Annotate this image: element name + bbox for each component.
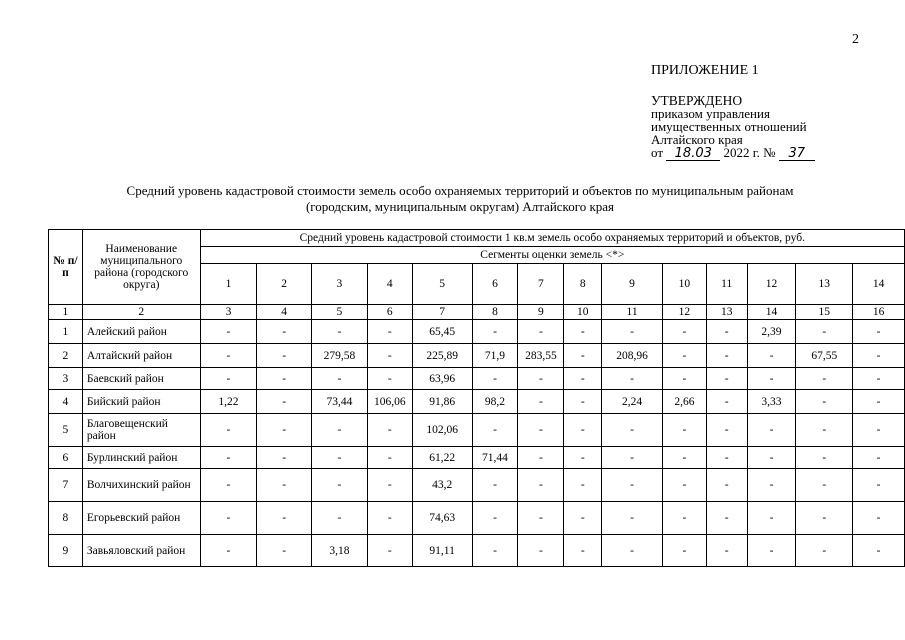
- approval-line-2: имущественных отношений: [651, 119, 807, 134]
- value-cell: -: [311, 447, 367, 469]
- value-cell: -: [564, 535, 602, 567]
- value-cell: -: [796, 469, 853, 502]
- value-cell: -: [311, 469, 367, 502]
- value-cell: 1,22: [200, 390, 257, 414]
- row-number: 1: [49, 320, 83, 344]
- segment-number: 8: [564, 264, 602, 305]
- value-cell: -: [257, 368, 312, 390]
- value-cell: -: [747, 368, 796, 390]
- value-cell: -: [257, 447, 312, 469]
- value-cell: -: [311, 320, 367, 344]
- value-cell: -: [853, 414, 905, 447]
- value-cell: -: [662, 502, 706, 535]
- table-row: [49, 469, 905, 502]
- column-number: 11: [602, 305, 663, 320]
- value-cell: -: [706, 469, 747, 502]
- column-number: 12: [662, 305, 706, 320]
- value-cell: -: [367, 320, 412, 344]
- table-row: [49, 344, 905, 368]
- value-cell: -: [602, 502, 663, 535]
- value-cell: -: [200, 320, 257, 344]
- municipality-name: Алтайский район: [82, 344, 200, 368]
- value-cell: -: [853, 502, 905, 535]
- value-cell: 91,11: [412, 535, 472, 567]
- column-number: 3: [200, 305, 257, 320]
- value-cell: -: [706, 320, 747, 344]
- municipality-name: Завьяловский район: [82, 535, 200, 567]
- value-cell: 91,86: [412, 390, 472, 414]
- header-group: Средний уровень кадастровой стоимости 1 кв.м земель особо охраняемых территорий и объектов, руб.: [200, 230, 904, 247]
- value-cell: 225,89: [412, 344, 472, 368]
- table-row: [49, 502, 905, 535]
- value-cell: -: [853, 368, 905, 390]
- value-cell: -: [257, 502, 312, 535]
- value-cell: -: [367, 469, 412, 502]
- value-cell: -: [747, 447, 796, 469]
- value-cell: -: [706, 368, 747, 390]
- column-number: 4: [257, 305, 312, 320]
- value-cell: -: [311, 414, 367, 447]
- value-cell: -: [796, 535, 853, 567]
- value-cell: -: [747, 469, 796, 502]
- header-number: № п/п: [49, 230, 83, 305]
- value-cell: -: [518, 368, 564, 390]
- table-row: [49, 447, 905, 469]
- value-cell: 98,2: [472, 390, 518, 414]
- municipality-name: Алейский район: [82, 320, 200, 344]
- value-cell: -: [853, 469, 905, 502]
- value-cell: -: [200, 447, 257, 469]
- value-cell: 71,44: [472, 447, 518, 469]
- value-cell: -: [518, 414, 564, 447]
- header-segments: Сегменты оценки земель <*>: [200, 247, 904, 264]
- row-number: 7: [49, 469, 83, 502]
- value-cell: -: [853, 447, 905, 469]
- value-cell: -: [518, 320, 564, 344]
- document-title: [40, 183, 880, 215]
- value-cell: -: [796, 368, 853, 390]
- value-cell: -: [602, 447, 663, 469]
- value-cell: -: [257, 390, 312, 414]
- column-number: 9: [518, 305, 564, 320]
- value-cell: -: [662, 469, 706, 502]
- segment-number: 10: [662, 264, 706, 305]
- value-cell: -: [518, 447, 564, 469]
- value-cell: -: [853, 535, 905, 567]
- municipality-name: Баевский район: [82, 368, 200, 390]
- value-cell: -: [257, 535, 312, 567]
- segment-number: 5: [412, 264, 472, 305]
- approval-line-3: Алтайского края: [651, 132, 743, 147]
- row-number: 9: [49, 535, 83, 567]
- value-cell: -: [796, 502, 853, 535]
- value-cell: -: [853, 344, 905, 368]
- value-cell: 208,96: [602, 344, 663, 368]
- segment-number: 13: [796, 264, 853, 305]
- approval-block: [651, 94, 815, 161]
- segment-number: 9: [602, 264, 663, 305]
- value-cell: -: [602, 320, 663, 344]
- value-cell: -: [747, 414, 796, 447]
- date-suffix: 2022 г. №: [723, 145, 776, 160]
- value-cell: 106,06: [367, 390, 412, 414]
- value-cell: -: [706, 535, 747, 567]
- value-cell: -: [518, 535, 564, 567]
- title-line-2: (городским, муниципальным округам) Алтайского края: [305, 199, 615, 214]
- segment-number: 11: [706, 264, 747, 305]
- value-cell: -: [200, 535, 257, 567]
- value-cell: 65,45: [412, 320, 472, 344]
- value-cell: -: [367, 447, 412, 469]
- table-row: [49, 320, 905, 344]
- value-cell: -: [747, 535, 796, 567]
- value-cell: -: [747, 344, 796, 368]
- value-cell: -: [311, 368, 367, 390]
- value-cell: -: [472, 320, 518, 344]
- value-cell: -: [200, 502, 257, 535]
- value-cell: -: [602, 469, 663, 502]
- appendix-label: ПРИЛОЖЕНИЕ 1: [651, 63, 759, 78]
- value-cell: -: [662, 344, 706, 368]
- municipality-name: Благовещенский район: [82, 414, 200, 447]
- value-cell: -: [662, 368, 706, 390]
- table-row: [49, 414, 905, 447]
- value-cell: -: [200, 414, 257, 447]
- municipality-name: Бийский район: [82, 390, 200, 414]
- value-cell: 71,9: [472, 344, 518, 368]
- value-cell: -: [472, 368, 518, 390]
- value-cell: 3,33: [747, 390, 796, 414]
- segment-number: 3: [311, 264, 367, 305]
- header-municipality: Наименование муниципального района (городского округа): [82, 230, 200, 305]
- value-cell: -: [564, 344, 602, 368]
- value-cell: -: [706, 390, 747, 414]
- value-cell: -: [853, 320, 905, 344]
- cadastral-value-table: [48, 229, 905, 567]
- row-number: 3: [49, 368, 83, 390]
- value-cell: -: [602, 368, 663, 390]
- value-cell: 102,06: [412, 414, 472, 447]
- handwritten-number: 37: [779, 147, 815, 161]
- value-cell: 74,63: [412, 502, 472, 535]
- value-cell: -: [796, 320, 853, 344]
- row-number: 4: [49, 390, 83, 414]
- value-cell: 3,18: [311, 535, 367, 567]
- column-number: 7: [412, 305, 472, 320]
- value-cell: -: [796, 390, 853, 414]
- segment-number: 6: [472, 264, 518, 305]
- row-number: 2: [49, 344, 83, 368]
- value-cell: -: [662, 447, 706, 469]
- municipality-name: Егорьевский район: [82, 502, 200, 535]
- table-row: [49, 390, 905, 414]
- value-cell: 2,66: [662, 390, 706, 414]
- row-number: 8: [49, 502, 83, 535]
- value-cell: -: [518, 469, 564, 502]
- value-cell: -: [311, 502, 367, 535]
- column-number: 15: [796, 305, 853, 320]
- value-cell: -: [200, 344, 257, 368]
- value-cell: -: [518, 502, 564, 535]
- value-cell: 43,2: [412, 469, 472, 502]
- value-cell: -: [472, 414, 518, 447]
- segment-number: 12: [747, 264, 796, 305]
- column-number: 10: [564, 305, 602, 320]
- value-cell: -: [367, 535, 412, 567]
- value-cell: -: [367, 414, 412, 447]
- column-number: 5: [311, 305, 367, 320]
- value-cell: 283,55: [518, 344, 564, 368]
- column-number: 1: [49, 305, 83, 320]
- value-cell: -: [564, 469, 602, 502]
- title-line-1: Средний уровень кадастровой стоимости земель особо охраняемых территорий и объектов по муниципальным районам: [126, 183, 794, 198]
- value-cell: -: [706, 414, 747, 447]
- value-cell: -: [564, 368, 602, 390]
- segment-number: 7: [518, 264, 564, 305]
- segment-number: 4: [367, 264, 412, 305]
- value-cell: -: [662, 414, 706, 447]
- value-cell: 2,24: [602, 390, 663, 414]
- value-cell: -: [518, 390, 564, 414]
- segment-number: 2: [257, 264, 312, 305]
- value-cell: 63,96: [412, 368, 472, 390]
- value-cell: -: [472, 535, 518, 567]
- column-number: 2: [82, 305, 200, 320]
- segment-number: 14: [853, 264, 905, 305]
- value-cell: -: [472, 502, 518, 535]
- value-cell: -: [367, 344, 412, 368]
- value-cell: -: [257, 414, 312, 447]
- approval-line-1: приказом управления: [651, 106, 770, 121]
- column-number: 8: [472, 305, 518, 320]
- approved-label: УТВЕРЖДЕНО: [651, 93, 743, 108]
- value-cell: -: [662, 535, 706, 567]
- value-cell: -: [472, 469, 518, 502]
- value-cell: -: [257, 469, 312, 502]
- value-cell: -: [706, 344, 747, 368]
- segment-number: 1: [200, 264, 257, 305]
- row-number: 5: [49, 414, 83, 447]
- value-cell: -: [257, 344, 312, 368]
- value-cell: 67,55: [796, 344, 853, 368]
- value-cell: -: [200, 368, 257, 390]
- handwritten-date: 18.03: [666, 147, 720, 161]
- table-row: [49, 368, 905, 390]
- value-cell: -: [706, 502, 747, 535]
- value-cell: -: [564, 502, 602, 535]
- date-prefix: от: [651, 145, 664, 160]
- value-cell: 73,44: [311, 390, 367, 414]
- value-cell: -: [796, 447, 853, 469]
- value-cell: -: [853, 390, 905, 414]
- value-cell: -: [564, 320, 602, 344]
- value-cell: 279,58: [311, 344, 367, 368]
- value-cell: -: [257, 320, 312, 344]
- value-cell: -: [662, 320, 706, 344]
- value-cell: -: [564, 414, 602, 447]
- page-number: 2: [852, 32, 859, 47]
- approval-date-line: [651, 146, 815, 161]
- value-cell: -: [367, 502, 412, 535]
- value-cell: 61,22: [412, 447, 472, 469]
- value-cell: -: [200, 469, 257, 502]
- value-cell: -: [796, 414, 853, 447]
- table-row: [49, 535, 905, 567]
- value-cell: -: [564, 447, 602, 469]
- value-cell: -: [602, 535, 663, 567]
- value-cell: -: [602, 414, 663, 447]
- value-cell: -: [706, 447, 747, 469]
- column-number: 6: [367, 305, 412, 320]
- column-number: 13: [706, 305, 747, 320]
- value-cell: -: [564, 390, 602, 414]
- column-number: 16: [853, 305, 905, 320]
- municipality-name: Бурлинский район: [82, 447, 200, 469]
- value-cell: -: [367, 368, 412, 390]
- value-cell: 2,39: [747, 320, 796, 344]
- value-cell: -: [747, 502, 796, 535]
- row-number: 6: [49, 447, 83, 469]
- municipality-name: Волчихинский район: [82, 469, 200, 502]
- column-number: 14: [747, 305, 796, 320]
